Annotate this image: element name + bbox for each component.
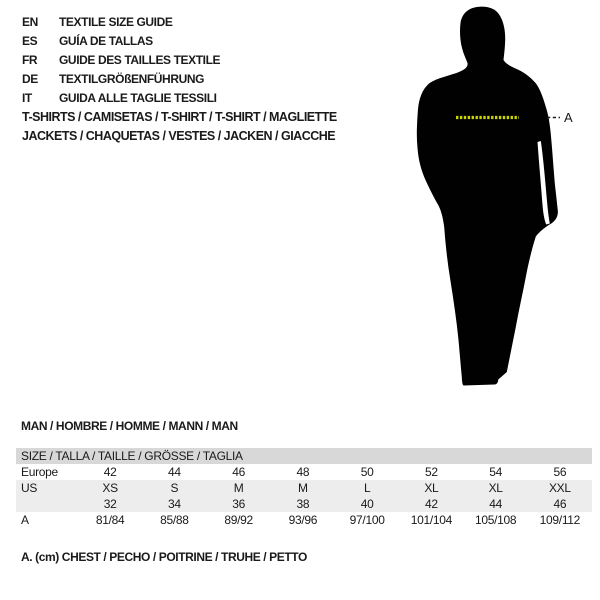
- row-label: [16, 496, 78, 512]
- table-cell: 101/104: [410, 513, 453, 527]
- table-cell: 56: [553, 465, 567, 479]
- table-cell: XS: [102, 481, 118, 495]
- table-cell: S: [170, 481, 179, 495]
- language-title: GUIDE DES TAILLES TEXTILE: [59, 53, 221, 67]
- language-guide-list: [22, 13, 220, 108]
- table-row-us-numeric: [16, 496, 592, 512]
- table-cell: 85/88: [160, 513, 189, 527]
- language-row: [22, 13, 220, 32]
- language-code: IT: [22, 91, 32, 105]
- table-cell: XL: [488, 481, 503, 495]
- language-title: GUÍA DE TALLAS: [59, 34, 153, 48]
- table-cell: XXL: [548, 481, 571, 495]
- table-cell: 44: [489, 497, 502, 511]
- row-label: Europe: [21, 465, 58, 479]
- language-title: GUIDA ALLE TAGLIE TESSILI: [59, 91, 217, 105]
- table-row-europe: [16, 464, 592, 480]
- table-cell: M: [298, 481, 308, 495]
- size-table: [16, 448, 592, 528]
- language-row: [22, 32, 220, 51]
- table-cell: 42: [103, 465, 117, 479]
- table-cell: 109/112: [539, 513, 581, 527]
- table-cell: L: [363, 481, 371, 495]
- table-cell: 52: [425, 465, 438, 479]
- category-line-jackets: JACKETS / CHAQUETAS / VESTES / JACKEN / GIACCHE: [22, 129, 336, 143]
- table-cell: 32: [103, 497, 117, 511]
- man-silhouette-figure: [398, 5, 578, 390]
- language-title: TEXTILGRÖßENFÜHRUNG: [59, 72, 205, 86]
- table-cell: 46: [553, 497, 567, 511]
- man-silhouette: [398, 5, 578, 390]
- table-cell: XL: [424, 481, 439, 495]
- language-code: DE: [22, 72, 38, 86]
- table-cell: 97/100: [349, 513, 385, 527]
- man-body-shape: [417, 7, 558, 386]
- row-label: US: [21, 481, 38, 495]
- table-cell: 93/96: [288, 513, 318, 527]
- language-row: [22, 70, 220, 89]
- table-cell: 34: [168, 497, 181, 511]
- table-cell: 81/84: [95, 513, 125, 527]
- table-cell: 40: [360, 497, 374, 511]
- table-cell: 105/108: [474, 513, 517, 527]
- table-cell: 36: [232, 497, 245, 511]
- section-title-man: MAN / HOMBRE / HOMME / MANN / MAN: [21, 419, 238, 433]
- table-row-us: [16, 480, 592, 496]
- category-lines: [22, 108, 337, 146]
- language-row: [22, 89, 220, 108]
- size-table-header: SIZE / TALLA / TAILLE / GRÖSSE / TAGLIA: [16, 448, 592, 464]
- table-cell: 44: [168, 465, 181, 479]
- table-cell: 38: [296, 497, 310, 511]
- table-cell: 50: [360, 465, 374, 479]
- table-cell: 46: [232, 465, 245, 479]
- measurement-footnote: A. (cm) CHEST / PECHO / POITRINE / TRUHE / PETTO: [21, 550, 307, 564]
- table-row-chest-a: [16, 512, 592, 528]
- table-cell: 48: [296, 465, 310, 479]
- category-line-tshirts: T-SHIRTS / CAMISETAS / T-SHIRT / T-SHIRT / MAGLIETTE: [22, 110, 337, 124]
- table-cell: 54: [489, 465, 502, 479]
- language-code: FR: [22, 53, 38, 67]
- language-code: ES: [22, 34, 38, 48]
- language-row: [22, 51, 220, 70]
- table-cell: 42: [425, 497, 438, 511]
- language-code: EN: [22, 15, 38, 29]
- measure-label-a: A: [564, 110, 573, 125]
- row-label: A: [21, 513, 29, 527]
- table-cell: M: [233, 481, 244, 495]
- language-title: TEXTILE SIZE GUIDE: [59, 15, 173, 29]
- table-cell: 89/92: [224, 513, 253, 527]
